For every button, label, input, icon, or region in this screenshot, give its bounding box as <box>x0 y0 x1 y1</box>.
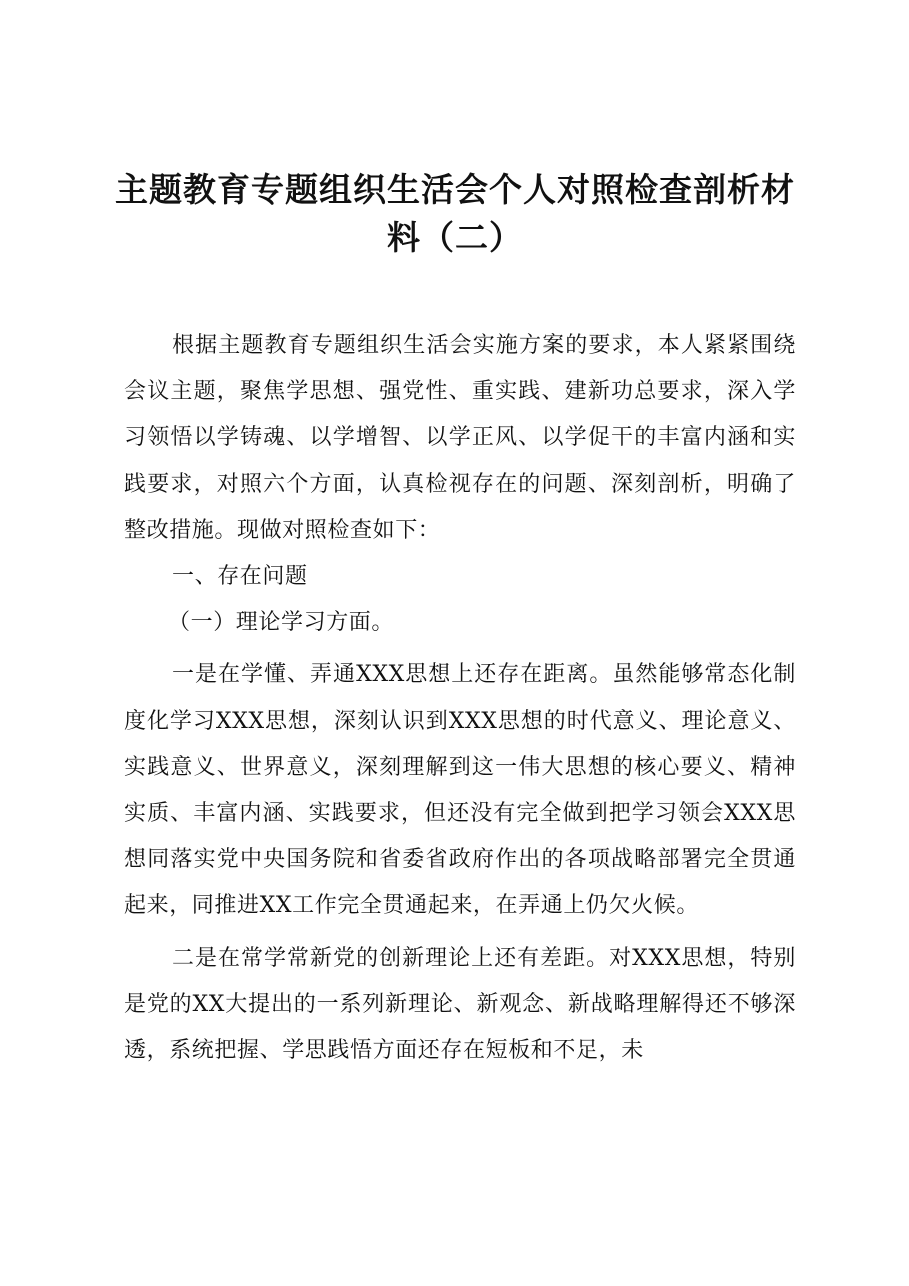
document-title-line-1: 主题教育专题组织生活会个人对照检查剖析材 <box>115 170 795 209</box>
intro-paragraph: 根据主题教育专题组织生活会实施方案的要求，本人紧紧围绕会议主题，聚焦学思想、强党性、重实践、建新功总要求，深入学习领悟以学铸魂、以学增智、以学正风、以学促干的丰富内涵和实践要求，对照六个方面，认真检视存在的问题、深刻剖析，明确了整改措施。现做对照检查如下： <box>124 333 796 543</box>
document-title-line-2: 料（二） <box>387 218 523 257</box>
body-paragraph: 一是在学懂、弄通XXX思想上还存在距离。虽然能够常态化制度化学习XXX思想，深刻认识到XXX思想的时代意义、理论意义、实践意义、世界意义，深刻理解到这一伟大思想的核心要义、精神实质、丰富内涵、实践要求，但还没有完全做到把学习领会XXX思想同落实党中央国务院和省委省政府作出的各项战略部署完全贯通起来，同推进XX工作完全贯通起来，在弄通上仍欠火候。 <box>124 662 796 919</box>
document-body <box>124 323 796 1074</box>
section-heading: 一、存在问题 <box>172 564 308 590</box>
subsection-heading: （一）理论学习方面。 <box>168 610 395 636</box>
body-paragraph: 二是在常学常新党的创新理论上还有差距。对XXX思想，特别是党的XX大提出的一系列新理论、新观念、新战略理解得还不够深透，系统把握、学思践悟方面还存在短板和不足，未 <box>124 945 796 1064</box>
